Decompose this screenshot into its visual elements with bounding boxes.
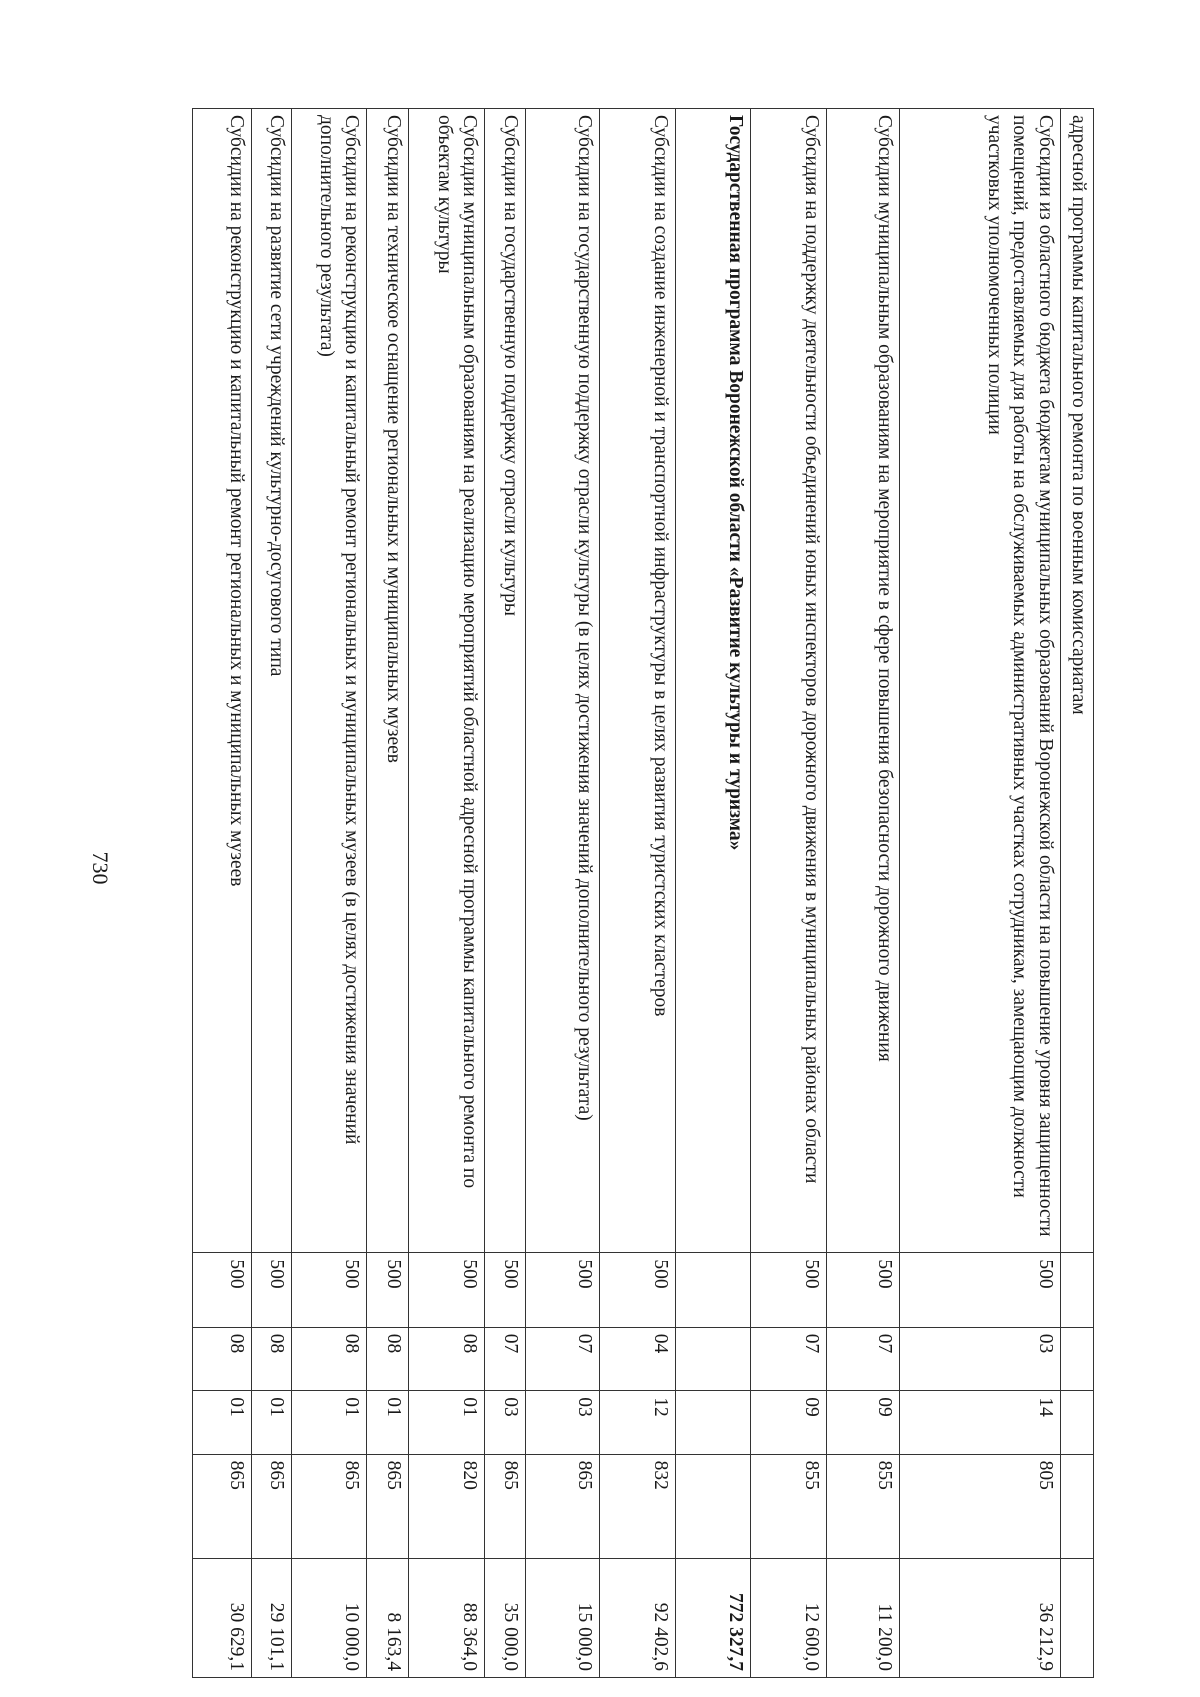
row-section: 08 [291, 1327, 367, 1390]
row-amount: 30 629,1 [193, 1559, 252, 1678]
row-description: Субсидии на развитие сети учреждений культурно-досугового типа [252, 109, 291, 1253]
row-description: Государственная программа Воронежской области «Развитие культуры и туризма» [675, 109, 751, 1253]
row-ministry-code: 500 [600, 1253, 676, 1327]
row-expense-type: 805 [899, 1454, 1060, 1559]
row-amount: 15 000,0 [525, 1559, 599, 1678]
row-expense-type: 865 [367, 1454, 409, 1559]
row-ministry-code: 500 [408, 1253, 485, 1327]
row-subsection: 09 [826, 1391, 899, 1454]
row-amount: 12 600,0 [751, 1559, 827, 1678]
table-row [675, 109, 751, 1678]
table-row [252, 109, 291, 1678]
row-section: 07 [525, 1327, 599, 1390]
row-ministry-code: 500 [826, 1253, 899, 1327]
row-section [1060, 1327, 1093, 1390]
table-row [899, 109, 1060, 1678]
row-expense-type: 865 [291, 1454, 367, 1559]
row-description: Субсидии на техническое оснащение региональных и муниципальных музеев [367, 109, 409, 1253]
row-expense-type [1060, 1454, 1093, 1559]
row-description: Субсидии на реконструкцию и капитальный ремонт региональных и муниципальных музеев (в целях достижения значений дополнительного результата) [291, 109, 367, 1253]
row-subsection: 09 [751, 1391, 827, 1454]
row-ministry-code: 500 [367, 1253, 409, 1327]
table-row [1060, 109, 1093, 1678]
row-amount: 8 163,4 [367, 1559, 409, 1678]
row-expense-type [675, 1454, 751, 1559]
table-row [525, 109, 599, 1678]
table-row [408, 109, 485, 1678]
row-amount: 92 402,6 [600, 1559, 676, 1678]
row-description: Субсидия на поддержку деятельности объединений юных инспекторов дорожного движения в муниципальных районах области [751, 109, 827, 1253]
table-body [193, 109, 1094, 1678]
row-ministry-code: 500 [193, 1253, 252, 1327]
table-row [193, 109, 252, 1678]
row-subsection: 01 [408, 1391, 485, 1454]
row-section: 07 [485, 1327, 525, 1390]
row-expense-type: 865 [193, 1454, 252, 1559]
budget-table [192, 108, 1094, 1678]
row-subsection: 01 [291, 1391, 367, 1454]
row-description: Субсидии на реконструкцию и капитальный ремонт региональных и муниципальных музеев [193, 109, 252, 1253]
row-section: 08 [193, 1327, 252, 1390]
row-expense-type: 865 [525, 1454, 599, 1559]
row-amount: 11 200,0 [826, 1559, 899, 1678]
table-row [600, 109, 676, 1678]
table-rotated-container [192, 108, 1094, 1678]
row-description: адресной программы капитального ремонта по военным комиссариатам [1060, 109, 1093, 1253]
row-expense-type: 855 [751, 1454, 827, 1559]
row-description: Субсидии из областного бюджета бюджетам муниципальных образований Воронежской области на повышение уровня защищенности помещений, предоставляемых для работы на обслуживаемых административных участках сотрудникам, замещающим должности участковых уполномоченных полиции [899, 109, 1060, 1253]
row-expense-type: 855 [826, 1454, 899, 1559]
row-section [675, 1327, 751, 1390]
table-row [751, 109, 827, 1678]
row-section: 07 [751, 1327, 827, 1390]
row-amount: 36 212,9 [899, 1559, 1060, 1678]
row-ministry-code [675, 1253, 751, 1327]
row-description: Субсидии муниципальным образованиям на реализацию мероприятий областной адресной программы капитального ремонта по объектам культуры [408, 109, 485, 1253]
row-ministry-code: 500 [485, 1253, 525, 1327]
row-section: 08 [367, 1327, 409, 1390]
row-amount: 88 364,0 [408, 1559, 485, 1678]
row-ministry-code: 500 [899, 1253, 1060, 1327]
row-expense-type: 865 [252, 1454, 291, 1559]
row-subsection: 03 [525, 1391, 599, 1454]
row-amount: 35 000,0 [485, 1559, 525, 1678]
row-amount [1060, 1559, 1093, 1678]
row-section: 03 [899, 1327, 1060, 1390]
row-subsection [675, 1391, 751, 1454]
row-subsection: 01 [193, 1391, 252, 1454]
row-subsection: 14 [899, 1391, 1060, 1454]
row-subsection: 03 [485, 1391, 525, 1454]
row-ministry-code: 500 [751, 1253, 827, 1327]
row-description: Субсидии на государственную поддержку отрасли культуры (в целях достижения значений дополнительного результата) [525, 109, 599, 1253]
row-subsection [1060, 1391, 1093, 1454]
row-section: 08 [408, 1327, 485, 1390]
row-ministry-code: 500 [291, 1253, 367, 1327]
row-section: 04 [600, 1327, 676, 1390]
row-expense-type: 865 [485, 1454, 525, 1559]
row-section: 07 [826, 1327, 899, 1390]
table-row [826, 109, 899, 1678]
row-description: Субсидии муниципальным образованиям на мероприятие в сфере повышения безопасности дорожного движения [826, 109, 899, 1253]
row-amount: 772 327,7 [675, 1559, 751, 1678]
table-row [367, 109, 409, 1678]
row-subsection: 01 [252, 1391, 291, 1454]
row-amount: 10 000,0 [291, 1559, 367, 1678]
row-subsection: 01 [367, 1391, 409, 1454]
row-description: Субсидии на государственную поддержку отрасли культуры [485, 109, 525, 1253]
row-ministry-code [1060, 1253, 1093, 1327]
page-number: 730 [88, 851, 113, 885]
row-subsection: 12 [600, 1391, 676, 1454]
row-expense-type: 832 [600, 1454, 676, 1559]
row-ministry-code: 500 [252, 1253, 291, 1327]
row-amount: 29 101,1 [252, 1559, 291, 1678]
row-section: 08 [252, 1327, 291, 1390]
row-expense-type: 820 [408, 1454, 485, 1559]
row-description: Субсидии на создание инженерной и транспортной инфраструктуры в целях развития туристских кластеров [600, 109, 676, 1253]
row-ministry-code: 500 [525, 1253, 599, 1327]
table-row [291, 109, 367, 1678]
table-row [485, 109, 525, 1678]
